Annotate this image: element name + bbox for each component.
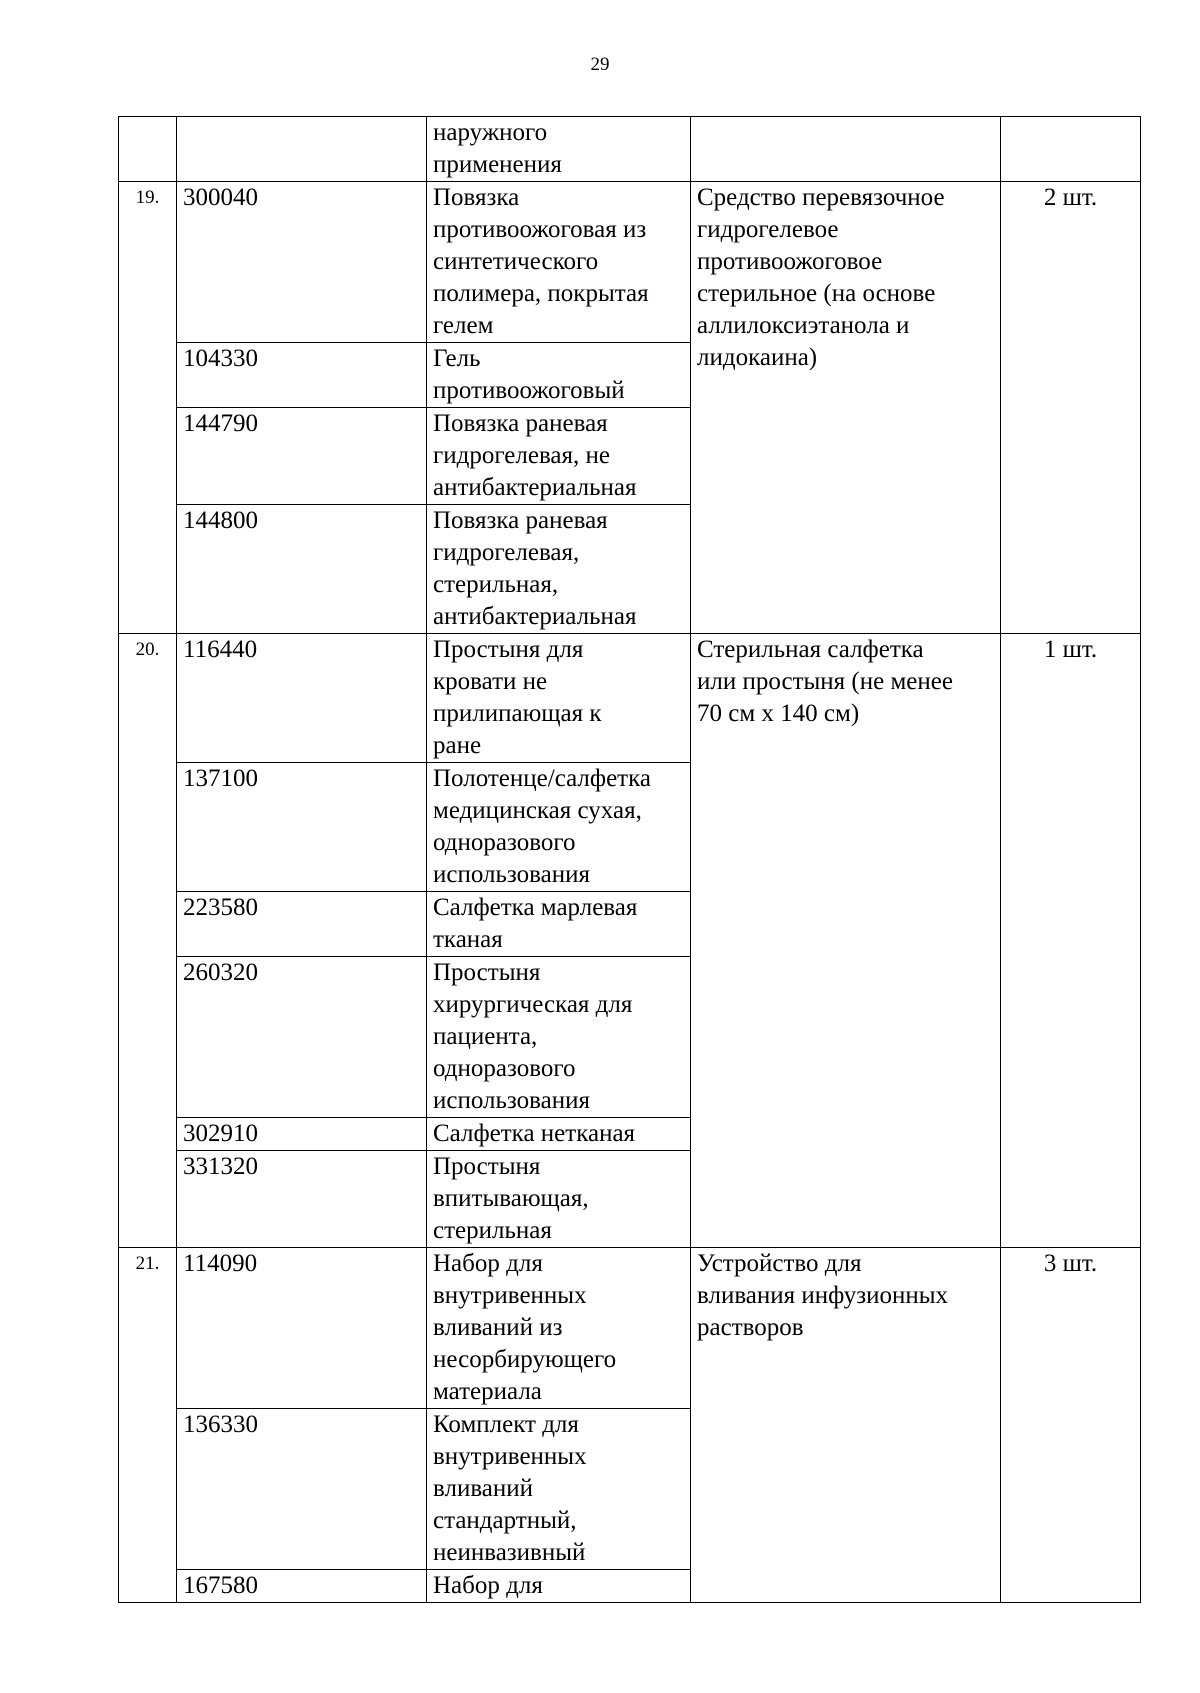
item-name-line: стерильная, bbox=[433, 571, 559, 598]
item-name-line: хирургическая для bbox=[433, 991, 633, 1018]
item-name-line: Набор для bbox=[433, 1250, 543, 1277]
item-name-line: полимера, покрытая bbox=[433, 280, 649, 307]
item-name bbox=[427, 892, 691, 957]
item-name-line: использования bbox=[433, 1087, 590, 1114]
item-code: 300040 bbox=[177, 182, 427, 343]
item-name-line: синтетического bbox=[433, 248, 599, 275]
table-row bbox=[119, 1248, 1141, 1409]
item-description bbox=[691, 1248, 1001, 1603]
item-name bbox=[427, 182, 691, 343]
item-description bbox=[691, 182, 1001, 634]
item-name-line: материала bbox=[433, 1378, 542, 1405]
description-line: Устройство для bbox=[697, 1250, 862, 1277]
item-description bbox=[691, 634, 1001, 1248]
item-name-line: тканая bbox=[433, 926, 503, 953]
item-name-line: гидрогелевая, не bbox=[433, 442, 610, 469]
description-line: или простыня (не менее bbox=[697, 668, 953, 695]
item-quantity: 2 шт. bbox=[1001, 182, 1141, 634]
description-line: растворов bbox=[697, 1314, 804, 1341]
item-code: 167580 bbox=[177, 1570, 427, 1603]
item-description bbox=[691, 117, 1001, 182]
item-name-line: Повязка раневая bbox=[433, 507, 608, 534]
table-row bbox=[119, 634, 1141, 763]
item-name bbox=[427, 1118, 691, 1151]
item-name-line: наружного bbox=[433, 119, 548, 146]
item-code: 116440 bbox=[177, 634, 427, 763]
item-code bbox=[177, 117, 427, 182]
item-quantity bbox=[1001, 117, 1141, 182]
description-line: стерильное (на основе bbox=[697, 280, 936, 307]
description-line: вливания инфузионных bbox=[697, 1282, 949, 1309]
item-name bbox=[427, 1409, 691, 1570]
item-name-line: Простыня bbox=[433, 959, 541, 986]
item-name bbox=[427, 1248, 691, 1409]
item-code: 331320 bbox=[177, 1151, 427, 1248]
item-name-line: Салфетка марлевая bbox=[433, 894, 638, 921]
item-name-line: кровати не bbox=[433, 668, 548, 695]
item-name-line: впитывающая, bbox=[433, 1185, 589, 1212]
item-code: 144790 bbox=[177, 408, 427, 505]
item-name-line: Гель bbox=[433, 345, 481, 372]
item-name bbox=[427, 1151, 691, 1248]
description-line: гидрогелевое bbox=[697, 216, 839, 243]
item-name-line: вливаний bbox=[433, 1475, 534, 1502]
item-name bbox=[427, 763, 691, 892]
row-number bbox=[119, 117, 177, 182]
item-name bbox=[427, 505, 691, 634]
item-name-line: Повязка раневая bbox=[433, 410, 608, 437]
description-line: аллилоксиэтанола и bbox=[697, 312, 910, 339]
item-name-line: стандартный, bbox=[433, 1507, 577, 1534]
item-code: 302910 bbox=[177, 1118, 427, 1151]
item-code: 136330 bbox=[177, 1409, 427, 1570]
item-name-line: Салфетка нетканая bbox=[433, 1120, 636, 1147]
item-name-line: пациента, bbox=[433, 1023, 538, 1050]
item-code: 144800 bbox=[177, 505, 427, 634]
item-name-line: внутривенных bbox=[433, 1282, 587, 1309]
description-line: Средство перевязочное bbox=[697, 184, 945, 211]
item-name-line: антибактериальная bbox=[433, 603, 637, 630]
table-row bbox=[119, 182, 1141, 343]
item-name-line: Простыня bbox=[433, 1153, 541, 1180]
item-name-line: вливаний из bbox=[433, 1314, 563, 1341]
row-number: 21. bbox=[119, 1248, 177, 1603]
item-name-line: прилипающая к bbox=[433, 700, 602, 727]
item-name-line: гидрогелевая, bbox=[433, 539, 580, 566]
item-name-line: Полотенце/салфетка bbox=[433, 765, 651, 792]
page-number: 29 bbox=[590, 54, 610, 75]
item-name-line: применения bbox=[433, 151, 562, 178]
item-name-line: Простыня для bbox=[433, 636, 584, 663]
row-number: 19. bbox=[119, 182, 177, 634]
item-name bbox=[427, 634, 691, 763]
item-name bbox=[427, 117, 691, 182]
item-name-line: Повязка bbox=[433, 184, 520, 211]
item-name-line: одноразового bbox=[433, 1055, 576, 1082]
item-name bbox=[427, 343, 691, 408]
description-line: лидокаина) bbox=[697, 344, 818, 371]
item-name-line: гелем bbox=[433, 312, 494, 339]
item-name-line: ране bbox=[433, 732, 482, 759]
item-code: 260320 bbox=[177, 957, 427, 1118]
item-name-line: неинвазивный bbox=[433, 1539, 586, 1566]
description-line: Стерильная салфетка bbox=[697, 636, 924, 663]
description-line: 70 см х 140 см) bbox=[697, 700, 860, 727]
item-name-line: Набор для bbox=[433, 1572, 543, 1599]
item-code: 223580 bbox=[177, 892, 427, 957]
description-line: противоожоговое bbox=[697, 248, 883, 275]
item-code: 104330 bbox=[177, 343, 427, 408]
item-name bbox=[427, 408, 691, 505]
item-name-line: медицинская сухая, bbox=[433, 797, 642, 824]
row-number: 20. bbox=[119, 634, 177, 1248]
item-name bbox=[427, 1570, 691, 1603]
item-name bbox=[427, 957, 691, 1118]
item-name-line: внутривенных bbox=[433, 1443, 587, 1470]
item-name-line: одноразового bbox=[433, 829, 576, 856]
equipment-table bbox=[118, 116, 1141, 1603]
item-name-line: стерильная bbox=[433, 1217, 552, 1244]
item-name-line: противоожоговая из bbox=[433, 216, 647, 243]
item-code: 114090 bbox=[177, 1248, 427, 1409]
item-name-line: антибактериальная bbox=[433, 474, 637, 501]
item-code: 137100 bbox=[177, 763, 427, 892]
item-quantity: 3 шт. bbox=[1001, 1248, 1141, 1603]
item-name-line: использования bbox=[433, 861, 590, 888]
item-name-line: противоожоговый bbox=[433, 377, 625, 404]
table-row bbox=[119, 117, 1141, 182]
item-name-line: Комплект для bbox=[433, 1411, 579, 1438]
item-quantity: 1 шт. bbox=[1001, 634, 1141, 1248]
item-name-line: несорбирующего bbox=[433, 1346, 617, 1373]
